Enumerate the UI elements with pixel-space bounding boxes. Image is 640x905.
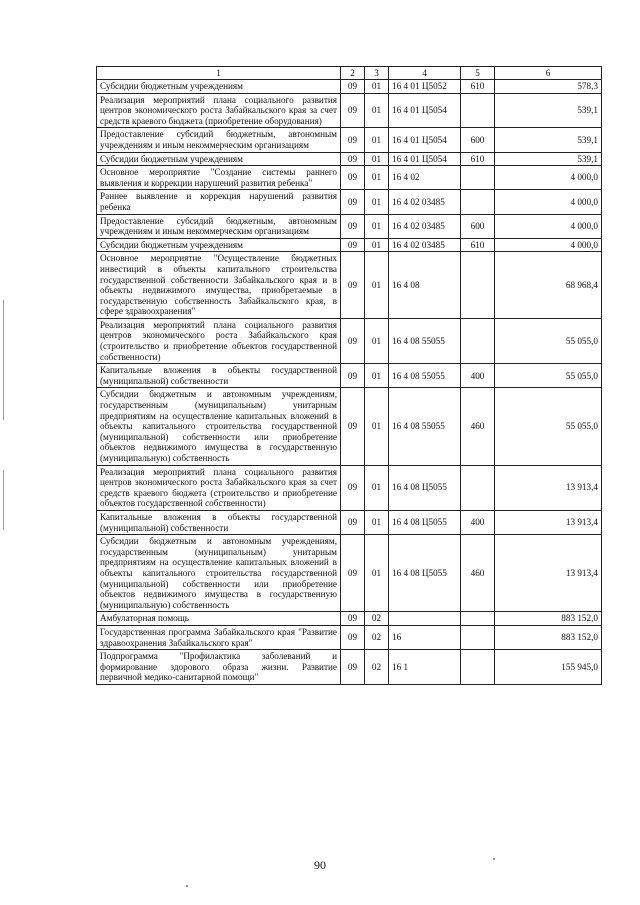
row-subsection-cell: 01	[365, 128, 389, 152]
row-section-cell: 09	[341, 388, 365, 465]
row-expense-type-cell	[461, 612, 495, 626]
row-amount-cell: 4 000,0	[495, 238, 602, 252]
row-section-cell: 09	[341, 650, 365, 685]
row-section-cell: 09	[341, 510, 365, 534]
row-target-code-cell: 16 4 02	[389, 166, 461, 190]
row-amount-cell: 883 152,0	[495, 612, 602, 626]
row-target-code-cell: 16 4 08 55055	[389, 318, 461, 363]
row-target-code-cell: 16 4 08 55055	[389, 364, 461, 388]
row-subsection-cell: 01	[365, 535, 389, 612]
row-expense-type-cell: 610	[461, 152, 495, 166]
row-amount-cell: 578,3	[495, 80, 602, 94]
row-name-cell: Основное мероприятие "Создание системы раннего выявления и коррекции нарушений развития ребенка"	[97, 166, 341, 190]
header-cell: 5	[461, 67, 495, 80]
row-target-code-cell: 16 4 08 Ц5055	[389, 510, 461, 534]
table-row	[97, 238, 602, 252]
table-row	[97, 152, 602, 166]
table-row	[97, 465, 602, 510]
header-cell: 3	[365, 67, 389, 80]
table-row	[97, 128, 602, 152]
row-subsection-cell: 01	[365, 388, 389, 465]
row-name-cell: Субсидии бюджетным учреждениям	[97, 80, 341, 94]
row-target-code-cell: 16 4 02 03485	[389, 190, 461, 214]
row-expense-type-cell	[461, 93, 495, 128]
row-expense-type-cell	[461, 252, 495, 319]
row-section-cell: 09	[341, 214, 365, 238]
row-target-code-cell: 16 4 01 Ц5054	[389, 128, 461, 152]
table-row	[97, 364, 602, 388]
row-name-cell: Амбулаторная помощь	[97, 612, 341, 626]
row-name-cell: Основное мероприятие "Осуществление бюджетных инвестиций в объекты капитального строительства государственной собственности Забайкальского края и в объекты недвижимого имущества, приобретаемые в государственную собственность Забайкальского края, в сфере здравоохранения"	[97, 252, 341, 319]
row-subsection-cell: 01	[365, 238, 389, 252]
row-subsection-cell: 01	[365, 166, 389, 190]
table-row	[97, 535, 602, 612]
row-expense-type-cell: 460	[461, 388, 495, 465]
row-name-cell: Реализация мероприятий плана социального развития центров экономического роста Забайкальского края (строительство и приобретение объектов государственной собственности)	[97, 318, 341, 363]
row-target-code-cell: 16	[389, 625, 461, 649]
header-cell: 4	[389, 67, 461, 80]
scan-edge-mark	[3, 470, 4, 530]
row-expense-type-cell: 610	[461, 238, 495, 252]
row-expense-type-cell: 400	[461, 510, 495, 534]
row-name-cell: Капитальные вложения в объекты государственной (муниципальной) собственности	[97, 364, 341, 388]
row-section-cell: 09	[341, 252, 365, 319]
row-section-cell: 09	[341, 625, 365, 649]
row-amount-cell: 13 913,4	[495, 510, 602, 534]
row-subsection-cell: 01	[365, 465, 389, 510]
row-amount-cell: 4 000,0	[495, 190, 602, 214]
scan-edge-mark	[3, 300, 4, 420]
row-amount-cell: 539,1	[495, 93, 602, 128]
row-name-cell: Государственная программа Забайкальского края "Развитие здравоохранения Забайкальского края"	[97, 625, 341, 649]
row-amount-cell: 4 000,0	[495, 214, 602, 238]
row-target-code-cell: 16 4 08 Ц5055	[389, 535, 461, 612]
row-expense-type-cell	[461, 190, 495, 214]
row-target-code-cell: 16 4 08 55055	[389, 388, 461, 465]
row-target-code-cell: 16 4 08	[389, 252, 461, 319]
row-expense-type-cell: 460	[461, 535, 495, 612]
row-section-cell: 09	[341, 612, 365, 626]
row-section-cell: 09	[341, 80, 365, 94]
row-amount-cell: 55 055,0	[495, 318, 602, 363]
row-name-cell: Реализация мероприятий плана социального развития центров экономического роста Забайкальского края за счет средств краевого бюджета (приобретение оборудования)	[97, 93, 341, 128]
row-subsection-cell: 01	[365, 152, 389, 166]
row-subsection-cell: 01	[365, 190, 389, 214]
row-target-code-cell: 16 4 01 Ц5054	[389, 93, 461, 128]
table-row	[97, 318, 602, 363]
row-section-cell: 09	[341, 465, 365, 510]
row-name-cell: Раннее выявление и коррекция нарушений развития ребенка	[97, 190, 341, 214]
row-amount-cell: 539,1	[495, 152, 602, 166]
page-number: 90	[314, 858, 326, 872]
row-amount-cell: 55 055,0	[495, 364, 602, 388]
header-cell: 6	[495, 67, 602, 80]
table-row	[97, 190, 602, 214]
row-amount-cell: 883 152,0	[495, 625, 602, 649]
table-row	[97, 625, 602, 649]
row-subsection-cell: 02	[365, 625, 389, 649]
row-section-cell: 09	[341, 93, 365, 128]
row-subsection-cell: 02	[365, 650, 389, 685]
row-section-cell: 09	[341, 535, 365, 612]
row-name-cell: Подпрограмма "Профилактика заболеваний и формирование здорового образа жизни. Развитие первичной медико-санитарной помощи"	[97, 650, 341, 685]
row-expense-type-cell: 610	[461, 80, 495, 94]
row-expense-type-cell: 600	[461, 214, 495, 238]
row-expense-type-cell	[461, 650, 495, 685]
row-section-cell: 09	[341, 128, 365, 152]
row-amount-cell: 13 913,4	[495, 535, 602, 612]
header-cell: 2	[341, 67, 365, 80]
header-cell: 1	[97, 67, 341, 80]
row-amount-cell: 55 055,0	[495, 388, 602, 465]
row-expense-type-cell	[461, 318, 495, 363]
row-expense-type-cell: 600	[461, 128, 495, 152]
table-row	[97, 388, 602, 465]
row-section-cell: 09	[341, 152, 365, 166]
row-name-cell: Субсидии бюджетным учреждениям	[97, 238, 341, 252]
row-name-cell: Субсидии бюджетным и автономным учреждениям, государственным (муниципальным) унитарным предприятиям на осуществление капитальных вложений в объекты капитального строительства государственной (муниципальной) собственности или приобретение объектов недвижимого имущества в государственную (муниципальную) собственность	[97, 535, 341, 612]
row-subsection-cell: 01	[365, 93, 389, 128]
row-section-cell: 09	[341, 166, 365, 190]
row-target-code-cell	[389, 612, 461, 626]
row-subsection-cell: 01	[365, 318, 389, 363]
row-amount-cell: 155 945,0	[495, 650, 602, 685]
row-subsection-cell: 01	[365, 510, 389, 534]
row-target-code-cell: 16 4 01 Ц5054	[389, 152, 461, 166]
row-amount-cell: 68 968,4	[495, 252, 602, 319]
row-section-cell: 09	[341, 190, 365, 214]
row-subsection-cell: 01	[365, 364, 389, 388]
table-row	[97, 612, 602, 626]
row-subsection-cell: 01	[365, 252, 389, 319]
row-name-cell: Субсидии бюджетным и автономным учреждениям, государственным (муниципальным) унитарным предприятиям на осуществление капитальных вложений в объекты капитального строительства государственной (муниципальной) собственности или приобретение объектов недвижимого имущества в государственную (муниципальную) собственность	[97, 388, 341, 465]
table-row	[97, 80, 602, 94]
row-subsection-cell: 02	[365, 612, 389, 626]
row-name-cell: Предоставление субсидий бюджетным, автономным учреждениям и иным некоммерческим организациям	[97, 214, 341, 238]
row-target-code-cell: 16 4 02 03485	[389, 214, 461, 238]
row-section-cell: 09	[341, 364, 365, 388]
row-target-code-cell: 16 4 02 03485	[389, 238, 461, 252]
scan-speck	[493, 858, 495, 860]
table-row	[97, 510, 602, 534]
row-expense-type-cell	[461, 465, 495, 510]
row-expense-type-cell: 400	[461, 364, 495, 388]
scan-speck	[186, 885, 188, 887]
row-amount-cell: 4 000,0	[495, 166, 602, 190]
table-row	[97, 650, 602, 685]
row-target-code-cell: 16 1	[389, 650, 461, 685]
table-row	[97, 93, 602, 128]
row-amount-cell: 539,1	[495, 128, 602, 152]
row-section-cell: 09	[341, 318, 365, 363]
table-row	[97, 252, 602, 319]
row-subsection-cell: 01	[365, 80, 389, 94]
table-row	[97, 166, 602, 190]
row-amount-cell: 13 913,4	[495, 465, 602, 510]
table-row	[97, 214, 602, 238]
row-name-cell: Капитальные вложения в объекты государственной (муниципальной) собственности	[97, 510, 341, 534]
budget-table	[96, 66, 602, 685]
row-expense-type-cell	[461, 625, 495, 649]
row-expense-type-cell	[461, 166, 495, 190]
row-target-code-cell: 16 4 08 Ц5055	[389, 465, 461, 510]
row-subsection-cell: 01	[365, 214, 389, 238]
row-name-cell: Реализация мероприятий плана социального развития центров экономического роста Забайкальского края за счет средств краевого бюджета (строительство и приобретение объектов государственной собственности)	[97, 465, 341, 510]
row-name-cell: Субсидии бюджетным учреждениям	[97, 152, 341, 166]
table-header-row	[97, 67, 602, 80]
row-section-cell: 09	[341, 238, 365, 252]
row-name-cell: Предоставление субсидий бюджетным, автономным учреждениям и иным некоммерческим организациям	[97, 128, 341, 152]
row-target-code-cell: 16 4 01 Ц5052	[389, 80, 461, 94]
